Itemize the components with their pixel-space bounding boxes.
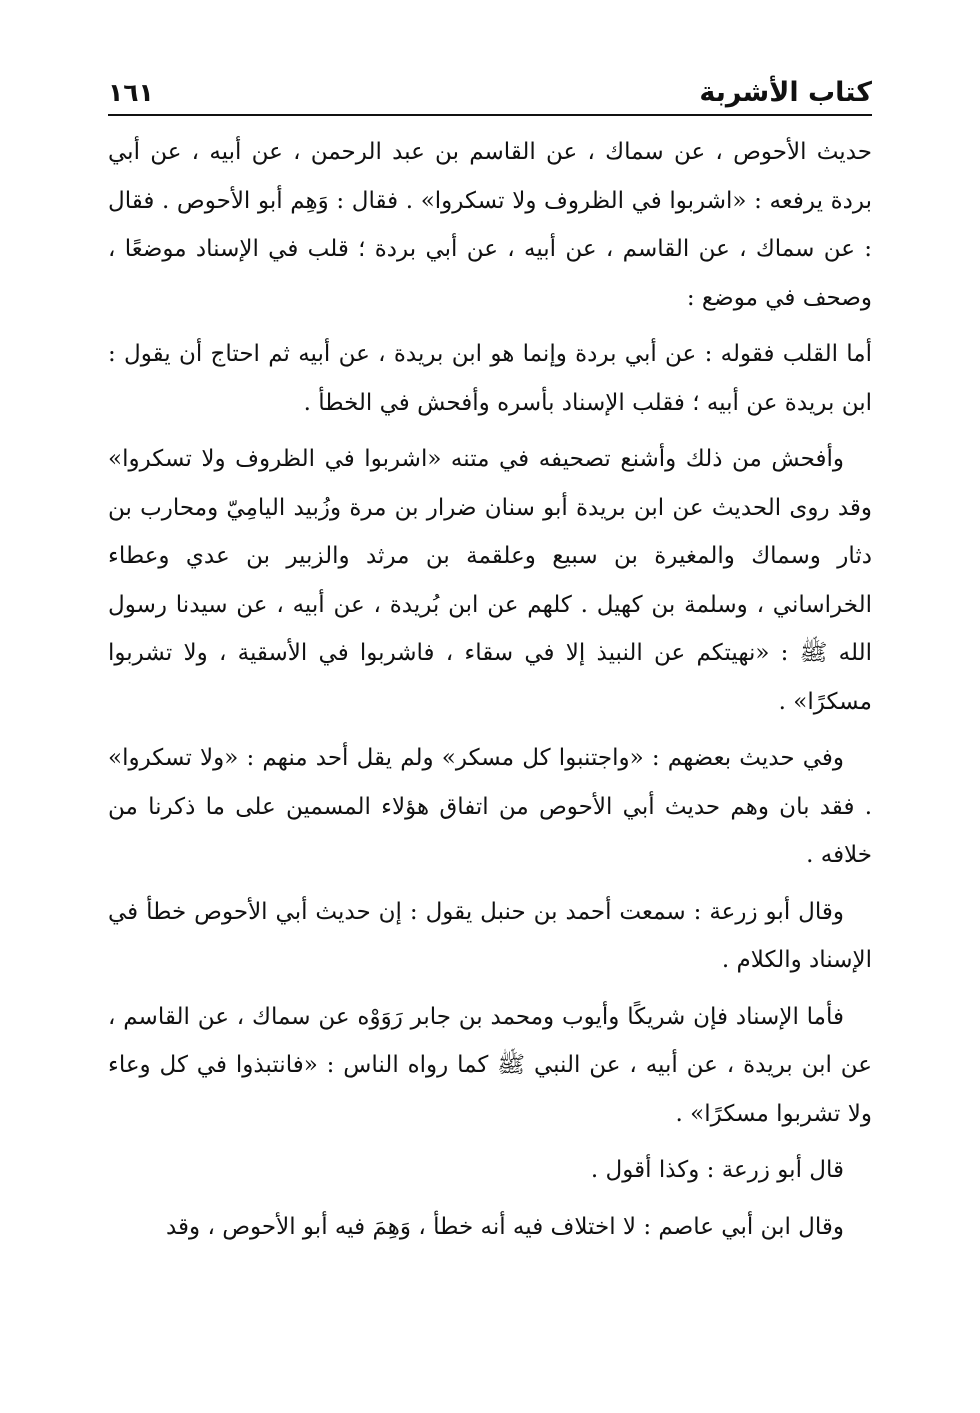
chapter-title: كتاب الأشربة [699,77,872,108]
paragraph-2: أما القلب فقوله : عن أبي بردة وإنما هو ابن بريدة ، عن أبيه ثم احتاج أن يقول : ابن بريدة عن أبيه ؛ فقلب الإسناد بأسره وأفحش في الخطأ . [108,341,872,416]
paragraph-5: وقال أبو زرعة : سمعت أحمد بن حنبل يقول : إن حديث أبي الأحوص خطأ في الإسناد والكلام . [108,898,872,973]
paragraph-7: قال أبو زرعة : وكذا أقول . [590,1157,844,1183]
body-text [108,128,872,1259]
paragraph-1: حديث الأحوص ، عن سماك ، عن القاسم بن عبد الرحمن ، عن أبيه ، عن أبي بردة يرفعه : «اشربوا في الظروف ولا تسكروا» . فقال : وَهِم أبو الأحوص . فقال : عن سماك ، عن القاسم ، عن أبيه ، عن أبي بردة ؛ قلب في الإسناد موضعًا ، وصحف في موضع : [108,139,872,311]
page-number: ١٦١ [108,78,154,107]
paragraph-6: فأما الإسناد فإن شريكًا وأيوب ومحمد بن جابر رَوَوْه عن سماك ، عن القاسم ، عن ابن بريدة ، عن أبيه ، عن النبي ﷺ كما رواه الناس : «فانتبذوا في كل وعاء ولا تشربوا مسكرًا» . [108,1003,872,1127]
paragraph-3: وأفحش من ذلك وأشنع تصحيفه في متنه «اشربوا في الظروف ولا تسكروا» وقد روى الحديث عن ابن بريدة أبو سنان ضرار بن مرة وزُبيد اليامِيّ ومحارب بن دثار وسماك والمغيرة بن سبيع وعلقمة بن مرثد والزبير بن عدي وعطاء الخراساني ، وسلمة بن كهيل . كلهم عن ابن بُريدة ، عن أبيه ، عن سيدنا رسول الله ﷺ : «نهيتكم عن النبيذ إلا في سقاء ، فاشربوا في الأسقية ، ولا تشربوا مسكرًا» . [108,446,872,715]
paragraph-8: وقال ابن أبي عاصم : لا اختلاف فيه أنه خطأ ، وَهِمَ فيه أبو الأحوص ، وقد [165,1213,844,1240]
running-header [108,66,872,116]
paragraph-4: وفي حديث بعضهم : «واجتنبوا كل مسكر» ولم يقل أحد منهم : «ولا تسكروا» . فقد بان وهم حديث أبي الأحوص من اتفاق هؤلاء المسمين على ما ذكرنا من خلافه . [108,745,872,868]
